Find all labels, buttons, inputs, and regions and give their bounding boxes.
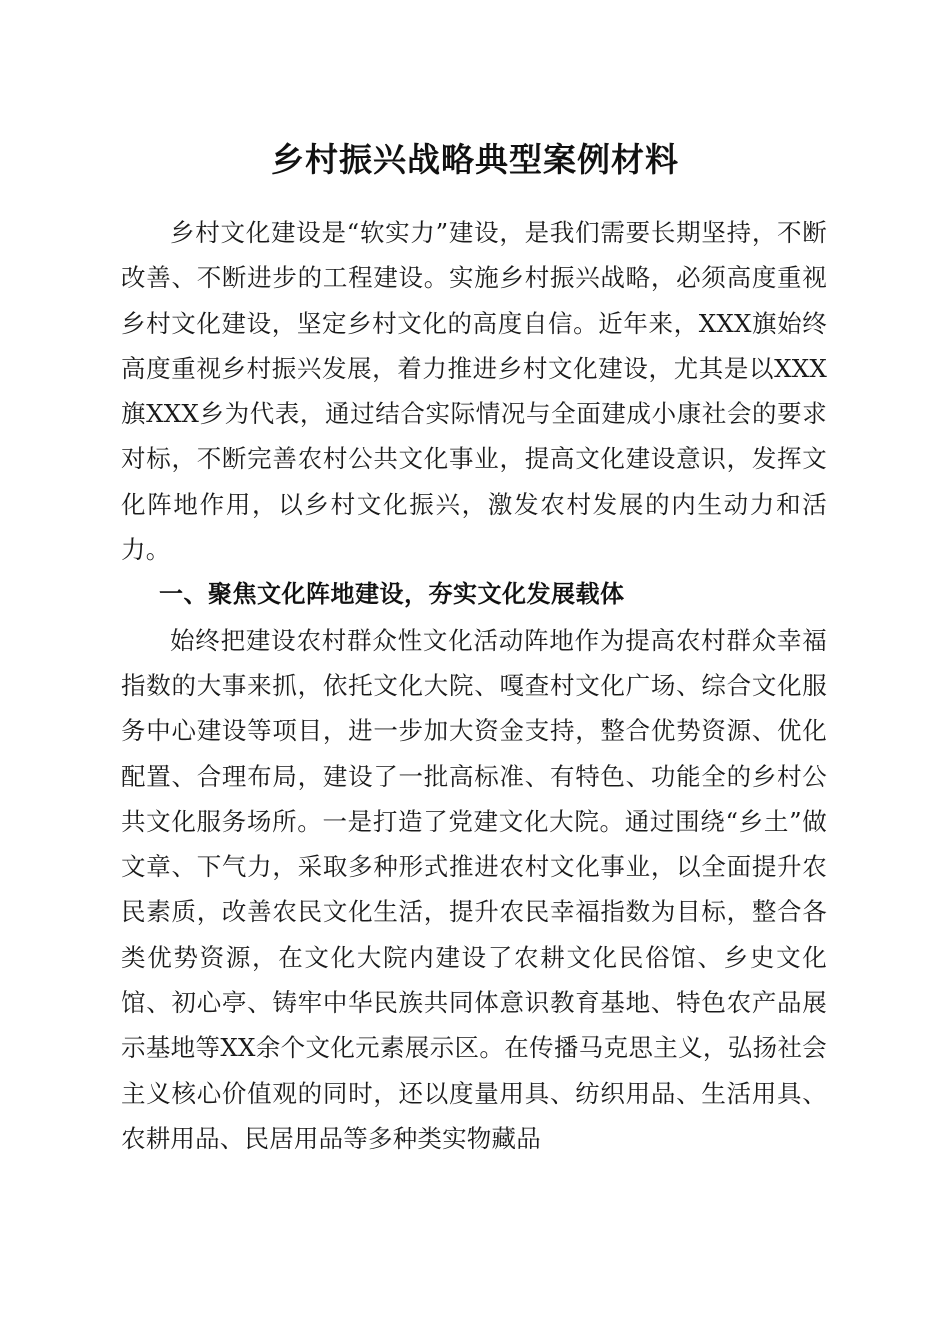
intro-paragraph: 乡村文化建设是“软实力”建设，是我们需要长期坚持，不断改善、不断进步的工程建设。实施乡村振兴战略，必须高度重视乡村文化建设，坚定乡村文化的高度自信。近年来，XXX旗始终高度重视乡村振兴发展，着力推进乡村文化建设，尤其是以XXX旗XXX乡为代表，通过结合实际情况与全面建成小康社会的要求对标，不断完善农村公共文化事业，提高文化建设意识，发挥文化阵地作用，以乡村文化振兴，激发农村发展的内生动力和活力。 [121, 218, 827, 565]
document-body [121, 210, 827, 1161]
document-title: 乡村振兴战略典型案例材料 [271, 140, 679, 179]
section-paragraph: 始终把建设农村群众性文化活动阵地作为提高农村群众幸福指数的大事来抓，依托文化大院、嘎查村文化广场、综合文化服务中心建设等项目，进一步加大资金支持，整合优势资源、优化配置、合理布局，建设了一批高标准、有特色、功能全的乡村公共文化服务场所。一是打造了党建文化大院。通过围绕“乡土”做文章、下气力，采取多种形式推进农村文化事业，以全面提升农民素质，改善农民文化生活，提升农民幸福指数为目标，整合各类优势资源，在文化大院内建设了农耕文化民俗馆、乡史文化馆、初心亭、铸牢中华民族共同体意识教育基地、特色农产品展示基地等XX余个文化元素展示区。在传播马克思主义，弘扬社会主义核心价值观的同时，还以度量用具、纺织用品、生活用具、农耕用品、民居用品等多种类实物藏品 [121, 625, 827, 1153]
section-heading: 一、聚焦文化阵地建设，夯实文化发展载体 [159, 580, 625, 609]
